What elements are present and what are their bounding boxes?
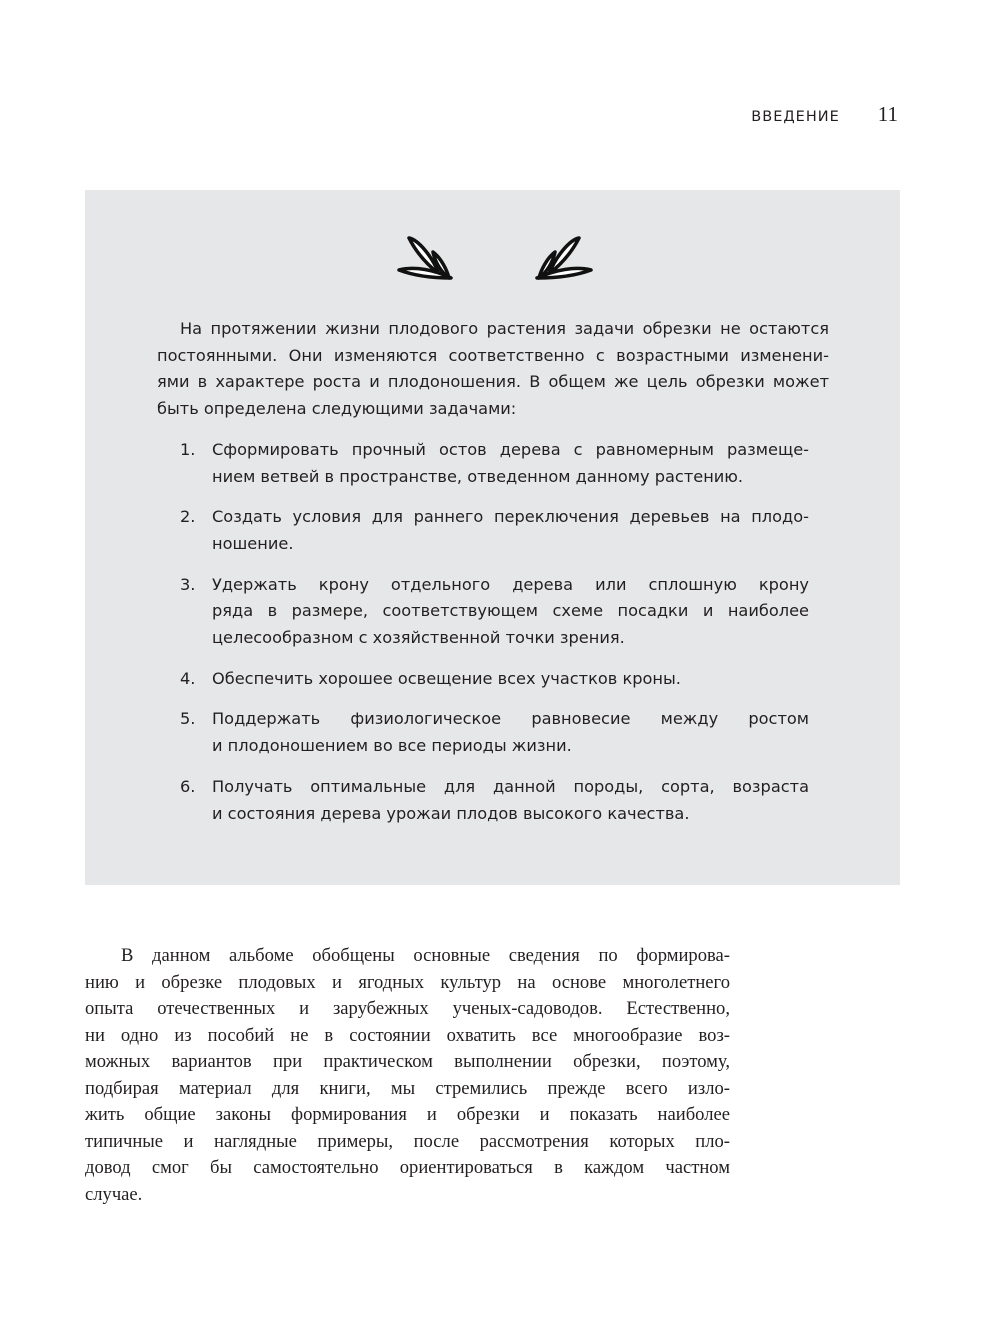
tasks-list: [157, 437, 829, 827]
list-item: [157, 666, 809, 693]
list-item: [157, 774, 809, 827]
list-item: [157, 504, 809, 557]
list-number: 6.: [180, 776, 196, 796]
text-line: и состояния дерева урожаи плодов высокого качества.: [212, 803, 690, 823]
text-line: ношение.: [212, 533, 294, 553]
text-line: Создать условия для раннего переключения деревьев на плодо-: [212, 507, 809, 527]
text-line: Удержать крону отдельного дерева или сплошную крону: [212, 574, 809, 594]
text-line: подбирая материал для книги, мы стремились прежде всего изло-: [85, 1077, 730, 1099]
text-line: жить общие законы формирования и обрезки и показать наиболее: [85, 1104, 730, 1125]
list-number: 3.: [180, 574, 196, 594]
body-paragraph: [85, 943, 730, 1208]
section-title: ВВЕДЕНИЕ: [751, 109, 840, 125]
list-number: 2.: [180, 507, 196, 527]
text-line: ряда в размере, соответствующем схеме посадки и наиболее: [212, 601, 809, 621]
list-number: 5.: [180, 709, 196, 729]
text-line: Обеспечить хорошее освещение всех участков кроны.: [212, 668, 681, 688]
text-line: опыта отечественных и зарубежных ученых-садоводов. Естественно,: [85, 998, 730, 1019]
list-item: [157, 437, 809, 490]
intro-paragraph: [157, 316, 829, 423]
running-head: [751, 102, 898, 127]
text-line: и плодоношением во все периоды жизни.: [212, 736, 572, 756]
text-line: Сформировать прочный остов дерева с равномерным размеще-: [212, 439, 809, 459]
text-line: быть определена следующими задачами:: [157, 399, 517, 419]
text-line: типичные и наглядные примеры, после рассмотрения которых пло-: [85, 1130, 730, 1152]
box-text: [157, 316, 829, 841]
text-line: Получать оптимальные для данной породы, сорта, возраста: [212, 776, 809, 796]
text-line: ями в характере роста и плодоношения. В общем же цель обрезки может: [157, 372, 829, 392]
list-number: 4.: [180, 668, 196, 688]
text-line: На протяжении жизни плодового растения задачи обрезки не остаются: [180, 319, 829, 338]
list-number: 1.: [180, 439, 196, 459]
text-line: Поддержать физиологическое равновесие между ростом: [212, 709, 809, 729]
leaf-ornament-icon: [395, 230, 595, 290]
page-number: 11: [877, 102, 898, 126]
text-line: целесообразном с хозяйственной точки зрения.: [212, 628, 625, 648]
list-item: [157, 706, 809, 759]
text-line: постоянными. Они изменяются соответственно с возрастными изменени-: [157, 345, 829, 365]
text-line: довод смог бы самостоятельно ориентироваться в каждом частном: [85, 1157, 730, 1178]
text-line: случае.: [85, 1183, 143, 1205]
text-line: ни одно из пособий не в состоянии охватить все многообразие воз-: [85, 1024, 730, 1046]
list-item: [157, 572, 809, 652]
text-line: можных вариантов при практическом выполнении обрезки, поэтому,: [85, 1051, 730, 1072]
highlight-box: [85, 190, 900, 885]
text-line: нием ветвей в пространстве, отведенном данному растению.: [212, 466, 744, 486]
text-line: В данном альбоме обобщены основные сведения по формирова-: [121, 945, 730, 966]
text-line: нию и обрезке плодовых и ягодных культур на основе многолетнего: [85, 971, 730, 993]
